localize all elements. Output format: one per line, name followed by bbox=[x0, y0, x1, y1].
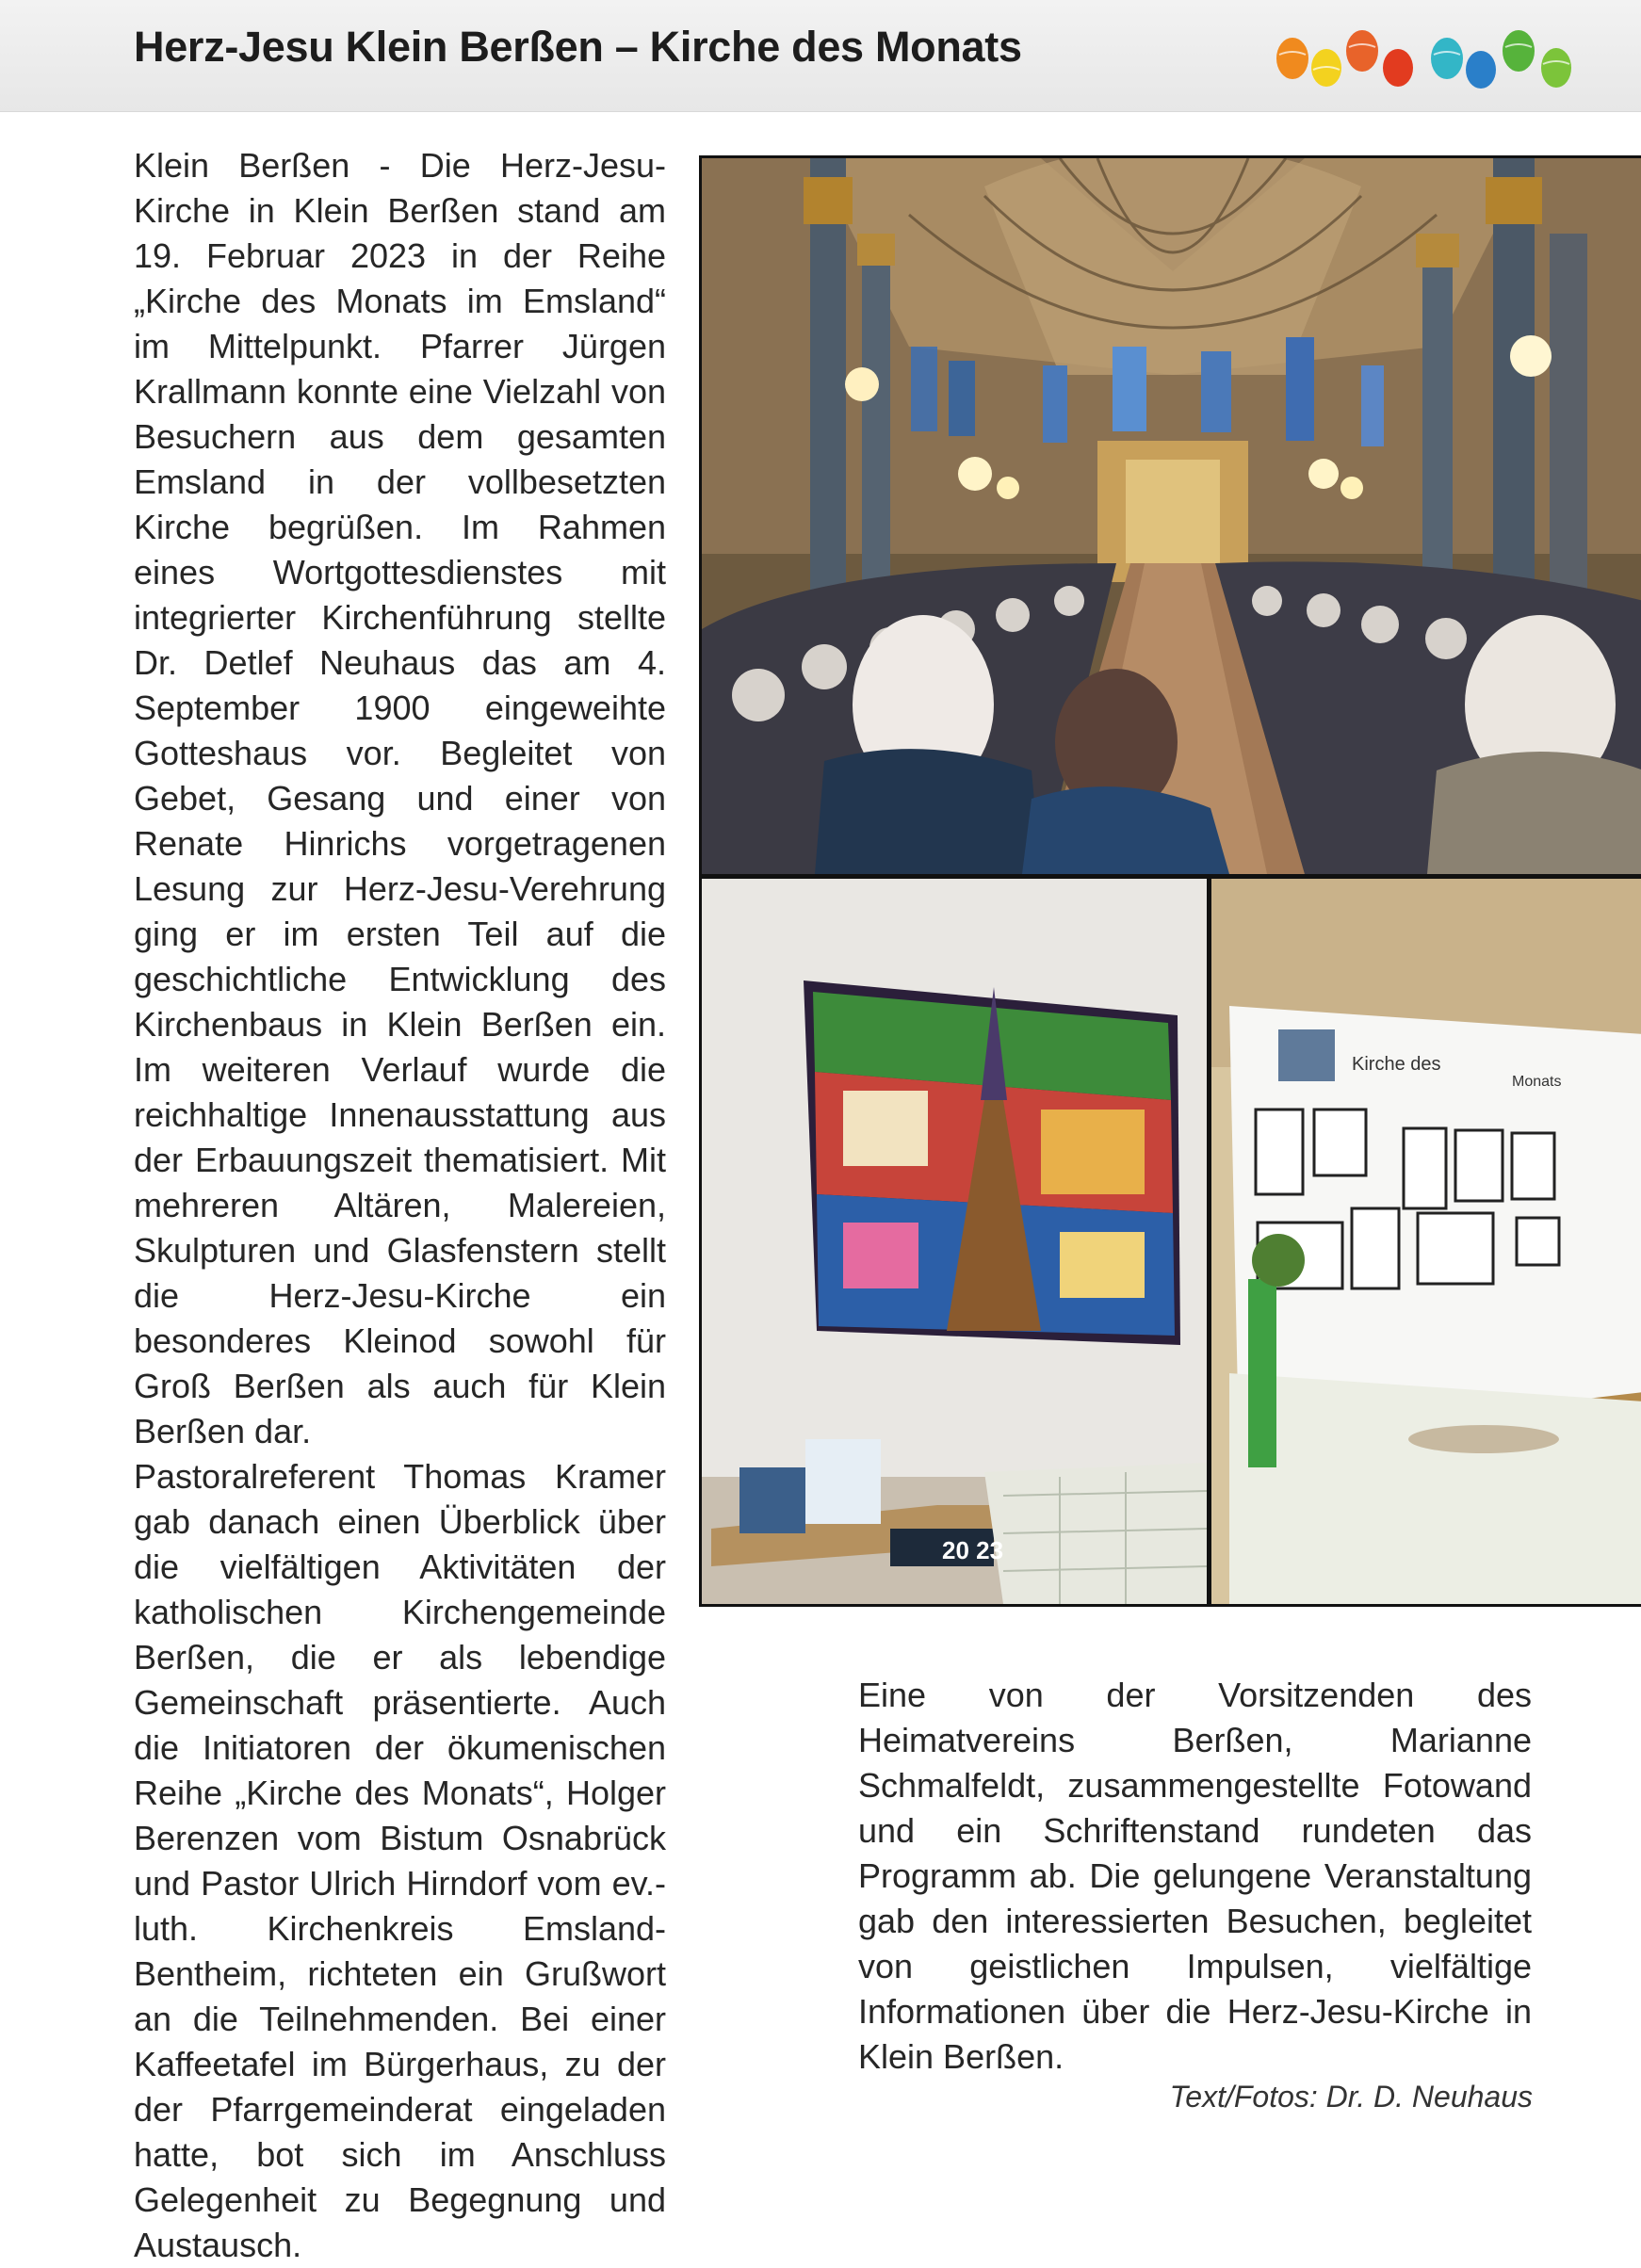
egg-icon bbox=[1431, 38, 1463, 79]
painting-photo bbox=[702, 879, 1207, 1604]
church-interior-photo bbox=[702, 158, 1641, 874]
photo-collage bbox=[699, 155, 1641, 1607]
egg-icon bbox=[1503, 30, 1535, 72]
egg-icon bbox=[1541, 48, 1571, 88]
article-paragraph-2: Pastoralreferent Thomas Kramer gab danach einen Überblick über die vielfältigen Aktivitäten der katholischen Kirchengemeinde Berßen, die er als lebendige Gemeinschaft präsentierte. Auch die Initiatoren der ökumenischen Reihe „Kirche des Monats“, Holger Berenzen vom Bistum Osnabrück und Pastor Ulrich Hirndorf vom ev.-luth. Kirchenkreis Emsland-Bentheim, richteten ein Grußwort an die Teilnehmenden. Bei einer Kaffeetafel im Bürgerhaus, zu der der Pfarrgemeinderat eingeladen hatte, bot sich im Anschluss Gelegenheit zu Begegnung und Austausch. bbox=[134, 1457, 666, 2264]
article-right-column bbox=[858, 1673, 1532, 2080]
egg-icon bbox=[1346, 30, 1378, 72]
egg-icon bbox=[1276, 38, 1308, 79]
exhibit-board-photo bbox=[1211, 879, 1641, 1604]
village-painting bbox=[804, 980, 1180, 1345]
egg-icon bbox=[1383, 49, 1413, 87]
page-title: Herz-Jesu Klein Berßen – Kirche des Monats bbox=[134, 23, 1022, 71]
easter-eggs-decoration bbox=[1272, 26, 1592, 92]
board-title-right: Monats bbox=[1512, 1074, 1562, 1090]
photo-credit: Text/Fotos: Dr. D. Neuhaus bbox=[1169, 2080, 1533, 2114]
book-cover-label: 20 23 bbox=[942, 1536, 1004, 1564]
egg-icon bbox=[1466, 51, 1496, 89]
article-paragraph-1: Klein Berßen - Die Herz-Jesu-Kirche in Klein Berßen stand am 19. Februar 2023 in der Reihe „Kirche des Monats im Emsland“ im Mittelpunkt. Pfarrer Jürgen Krallmann konnte eine Vielzahl von Besuchern aus dem gesamten Emsland in der vollbesetzten Kirche begrüßen. Im Rahmen eines Wortgottesdienstes mit integrierter Kirchenführung stellte Dr. Detlef Neuhaus das am 4. September 1900 eingeweihte Gotteshaus vor. Begleitet von Gebet, Gesang und einer von Renate Hinrichs vorgetragenen Lesung zur Herz-Jesu-Verehrung ging er im ersten Teil auf die geschichtliche Entwicklung des Kirchenbaus in Klein Berßen ein. Im weiteren Verlauf wurde die reichhaltige Innenausstattung aus der Erbauungszeit thematisiert. Mit mehreren Altären, Malereien, Skulpturen und Glasfenstern stellt die Herz-Jesu-Kirche ein besonderes Kleinod sowohl für Groß Berßen als auch für Klein Berßen dar. bbox=[134, 146, 666, 1450]
board-title-left: Kirche des bbox=[1352, 1054, 1441, 1075]
article-paragraph-3: Eine von der Vorsitzenden des Heimatvereins Berßen, Marianne Schmalfeldt, zusammengestellte Fotowand und ein Schriftenstand rundeten das Programm ab. Die gelungene Veranstaltung gab den interessierten Besuchen, begleitet von geistlichen Impulsen, vielfältige Informationen über die Herz-Jesu-Kirche in Klein Berßen. bbox=[858, 1676, 1532, 2076]
article-left-column bbox=[134, 143, 666, 2268]
